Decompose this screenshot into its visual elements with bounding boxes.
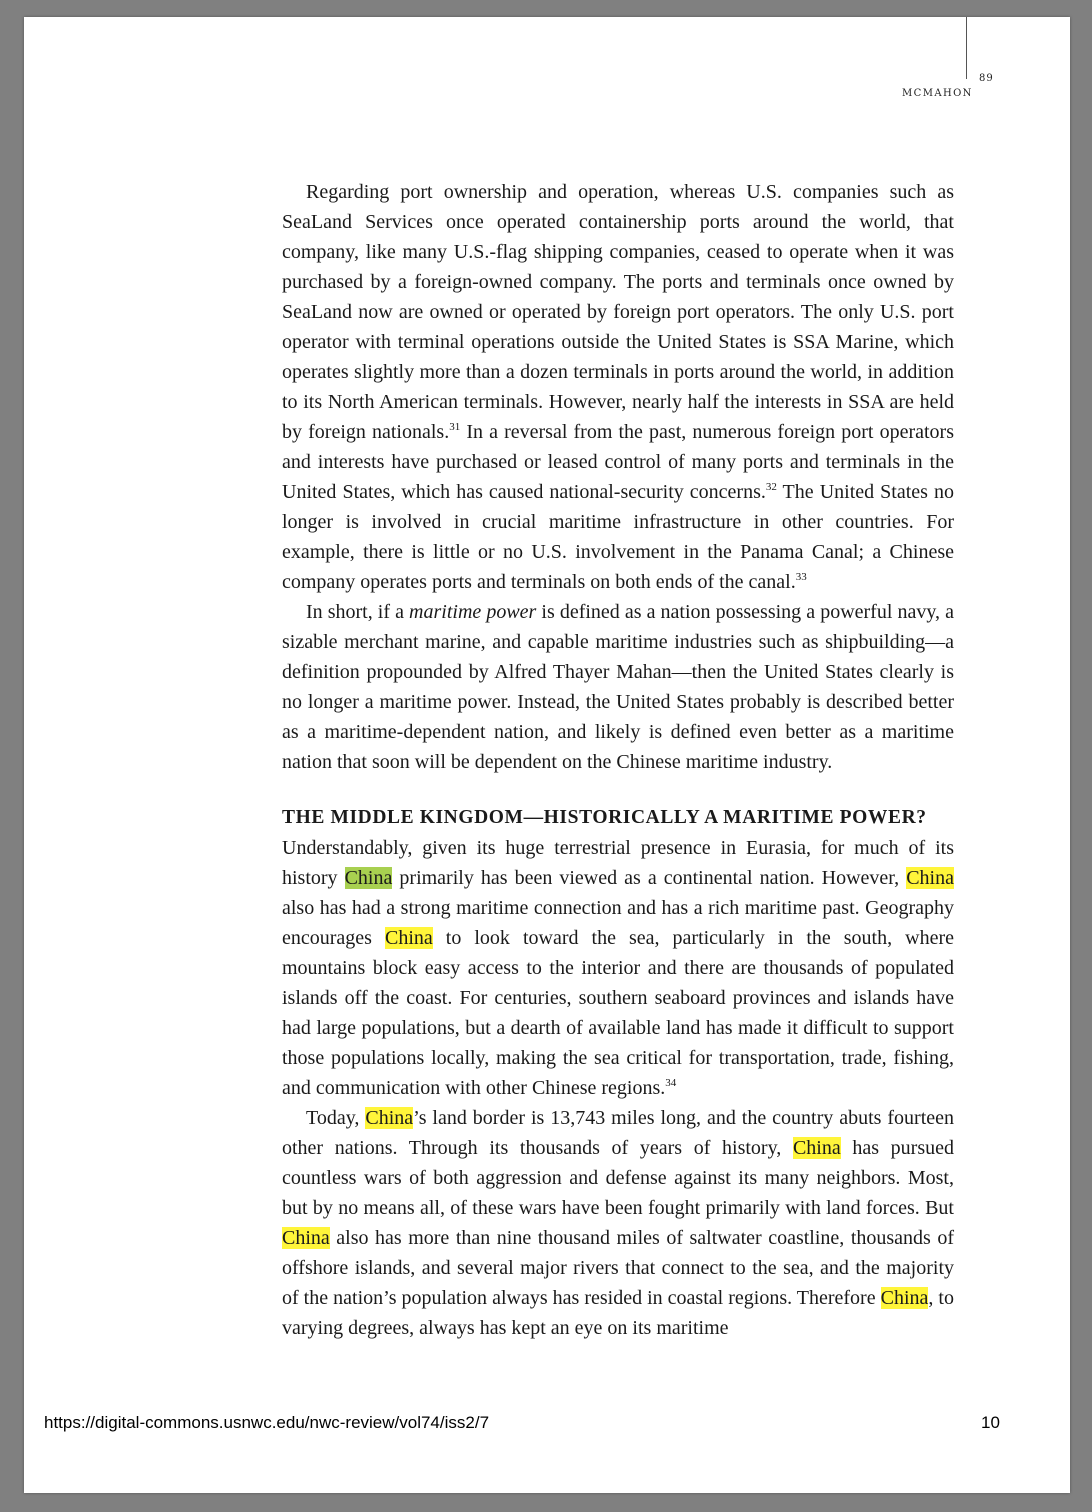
search-highlight[interactable]: China	[792, 1137, 841, 1159]
paragraph-land-border	[282, 1103, 954, 1343]
text-run: Regarding port ownership and operation, whereas U.S. companies such as SeaLand Services once operated containership ports around the world, that company, like many U.S.-flag shipping companies, ceased to operate when it was purchased by a foreign-owned company. The ports and terminals once owned by SeaLand now are owned or operated by foreign port operators. The only U.S. port operator with terminal operations outside the United States is SSA Marine, which operates slightly more than a dozen terminals in ports around the world, in addition to its North American terminals. However, nearly half the interests in SSA are held by foreign nationals.	[282, 181, 954, 443]
paragraph-maritime-power	[282, 597, 954, 777]
text-run: In a reversal from the past, numerous foreign port operators and interests have purchased or leased control of many ports and terminals in the United States, which has caused national-security concerns.	[282, 421, 954, 503]
paragraph-continental-nation	[282, 833, 954, 1103]
footnote-ref-34[interactable]: 34	[665, 1077, 677, 1089]
document-page	[24, 17, 1070, 1493]
text-run: ’s land border is 13,743 miles long, and the country abuts fourteen other nations. Through its thousands of years of history,	[282, 1107, 955, 1159]
text-run: In short, if a	[306, 601, 410, 623]
text-run: is defined as a nation possessing a powerful navy, a sizable merchant marine, and capable maritime industries such as shipbuilding—a definition propounded by Alfred Thayer Mahan—then the United States clearly is no longer a maritime power. Instead, the United States probably is described better as a maritime-dependent nation, and likely is defined even better as a maritime nation that soon will be dependent on the Chinese maritime industry.	[282, 601, 954, 773]
pdf-page-number: 10	[981, 1413, 1000, 1432]
paragraph-port-ownership	[282, 177, 954, 597]
source-url: https://digital-commons.usnwc.edu/nwc-review/vol74/iss2/7	[44, 1413, 490, 1432]
search-highlight[interactable]: China	[880, 1287, 929, 1309]
text-run: primarily has been viewed as a continental nation. However,	[392, 867, 907, 889]
search-highlight[interactable]: China	[282, 1227, 330, 1249]
footnote-ref-31[interactable]: 31	[449, 421, 461, 433]
article-body	[282, 177, 954, 1343]
emphasis-maritime-power: maritime power	[409, 601, 537, 623]
text-run: also has had a strong maritime connection and has a rich maritime past. Geography encourages	[282, 897, 954, 949]
search-highlight-current[interactable]: China	[344, 867, 393, 889]
header-divider	[966, 17, 967, 79]
search-highlight[interactable]: China	[384, 927, 433, 949]
search-highlight[interactable]: China	[906, 867, 954, 889]
footnote-ref-33[interactable]: 33	[795, 571, 807, 583]
text-run: Today,	[306, 1107, 366, 1129]
text-run: , to varying degrees, always has kept an eye on its maritime	[282, 1287, 954, 1339]
text-run: has pursued countless wars of both aggression and defense against its many neighbors. Most, but by no means all, of these wars have been fought primarily with land forces. But	[282, 1137, 955, 1219]
footnote-ref-32[interactable]: 32	[765, 481, 777, 493]
search-highlight[interactable]: China	[365, 1107, 414, 1129]
text-run: The United States no longer is involved in crucial maritime infrastructure in other countries. For example, there is little or no U.S. involvement in the Panama Canal; a Chinese company operates ports and terminals on both ends of the canal.	[282, 481, 954, 593]
text-run: Understandably, given its huge terrestrial presence in Eurasia, for much of its history	[282, 837, 954, 889]
section-heading: THE MIDDLE KINGDOM—HISTORICALLY A MARITIME POWER?	[282, 807, 927, 828]
journal-page-number: 89	[979, 73, 994, 84]
running-author: MCMAHON	[902, 88, 973, 99]
text-run: also has more than nine thousand miles of saltwater coastline, thousands of offshore islands, and several major rivers that connect to the sea, and the majority of the nation’s population always has resided in coastal regions. Therefore	[282, 1227, 954, 1309]
text-run: to look toward the sea, particularly in the south, where mountains block easy access to the interior and there are thousands of populated islands off the coast. For centuries, southern seaboard provinces and islands have had large populations, but a dearth of available land has made it difficult to support those populations locally, making the sea critical for transportation, trade, fishing, and communication with other Chinese regions.	[282, 927, 954, 1099]
